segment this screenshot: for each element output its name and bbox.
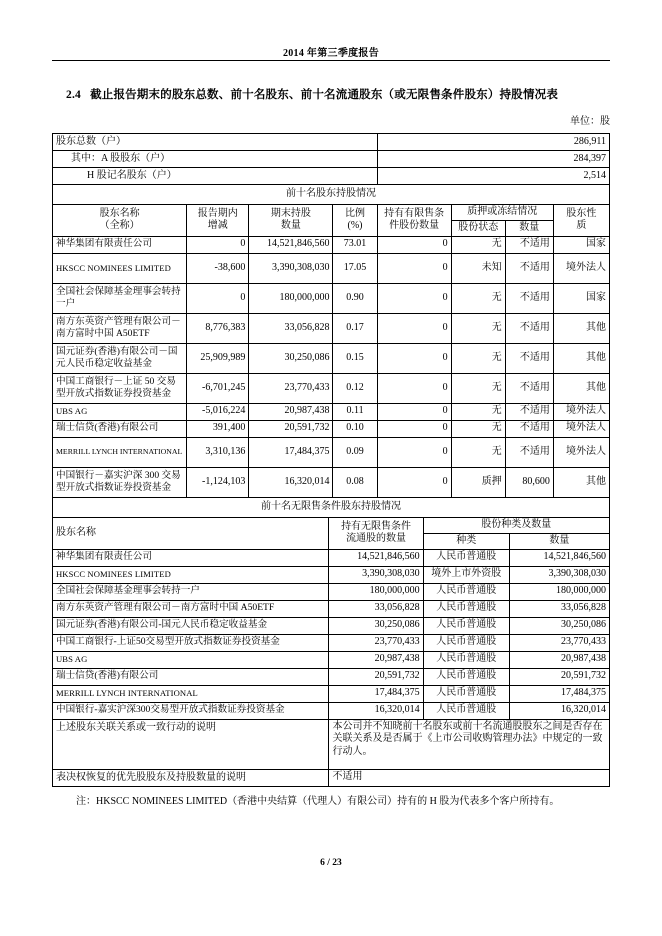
cell-restricted: 0 <box>377 437 451 467</box>
table-row <box>53 617 610 634</box>
cell-pledge-amount: 不适用 <box>505 313 553 343</box>
cell-pledge-amount: 不适用 <box>505 437 553 467</box>
unrestricted-rows <box>53 549 610 719</box>
header-unrestricted-qty <box>329 518 423 550</box>
unrestricted-band-title: 前十名无限售条件股东持股情况 <box>53 498 610 518</box>
cell-pledge-status: 无 <box>451 236 505 253</box>
cell-kind-qty: 14,521,846,560 <box>509 549 609 566</box>
cell-kind: 人民币普通股 <box>423 668 509 685</box>
cell-nature: 境外法人 <box>553 437 609 467</box>
cell-pledge-status: 无 <box>451 420 505 437</box>
shareholder-name: 神华集团有限责任公司 <box>53 549 329 566</box>
cell-holding: 33,056,828 <box>249 313 333 343</box>
header-restricted-shares <box>377 205 451 237</box>
cell-ratio: 0.09 <box>333 437 377 467</box>
cell-ratio: 17.05 <box>333 253 377 283</box>
header-end-holding <box>249 205 333 237</box>
table-row <box>53 668 610 685</box>
shareholder-name: HKSCC NOMINEES LIMITED <box>53 566 329 583</box>
statement-value: 本公司并不知晓前十名股东或前十名流通股股东之间是否存在关联关系及是否属于《上市公司收购管理办法》中规定的一致行动人。 <box>329 719 610 769</box>
page-title <box>66 86 612 102</box>
header-pledge-status: 股份状态 <box>451 220 505 236</box>
cell-restricted: 0 <box>377 467 451 497</box>
cell-holding: 30,250,086 <box>249 343 333 373</box>
table-row <box>53 313 610 343</box>
cell-holding: 20,591,732 <box>249 420 333 437</box>
table-row <box>53 566 610 583</box>
header-change-line1: 报告期内 <box>197 207 238 219</box>
cell-qty: 180,000,000 <box>329 583 423 600</box>
shareholding-table <box>52 133 610 498</box>
table-row <box>53 467 610 497</box>
statement-row <box>53 719 610 769</box>
shareholder-name: 中国工商银行-上证50交易型开放式指数证券投资基金 <box>53 634 329 651</box>
statement-label: 上述股东关联关系或一致行动的说明 <box>53 719 329 769</box>
header-ratio-line1: 比例 <box>345 207 366 219</box>
cell-change: 0 <box>187 283 249 313</box>
cell-kind: 人民币普通股 <box>423 702 509 719</box>
running-header: 2014 年第三季度报告 <box>282 48 380 59</box>
cell-holding: 3,390,308,030 <box>249 253 333 283</box>
header-shareholder-name <box>53 205 187 237</box>
cell-kind-qty: 17,484,375 <box>509 685 609 702</box>
cell-pledge-amount: 不适用 <box>505 283 553 313</box>
cell-ratio: 0.08 <box>333 467 377 497</box>
cell-pledge-status: 无 <box>451 403 505 420</box>
cell-pledge-status: 无 <box>451 313 505 343</box>
cell-pledge-amount: 不适用 <box>505 420 553 437</box>
header-qty-line2: 流通股的数量 <box>346 533 407 545</box>
header-restricted-line2: 件股份数量 <box>389 220 440 232</box>
cell-pledge-amount: 80,600 <box>505 467 553 497</box>
cell-change: -5,016,224 <box>187 403 249 420</box>
cell-kind-qty: 23,770,433 <box>509 634 609 651</box>
shareholder-name: 全国社会保障基金理事会转持一户 <box>53 583 329 600</box>
cell-change: 3,310,136 <box>187 437 249 467</box>
cell-pledge-status: 未知 <box>451 253 505 283</box>
cell-restricted: 0 <box>377 236 451 253</box>
total-shareholders-value: 286,911 <box>377 134 609 151</box>
cell-qty: 30,250,086 <box>329 617 423 634</box>
total-shareholders-label: 股东总数（户） <box>53 134 378 151</box>
cell-restricted: 0 <box>377 343 451 373</box>
header-unrestricted-name: 股东名称 <box>53 518 329 550</box>
header-nature-line2: 质 <box>576 220 587 232</box>
top10-band-title: 前十名股东持股情况 <box>53 185 610 205</box>
unrestricted-header-row-1 <box>53 518 610 534</box>
cell-restricted: 0 <box>377 253 451 283</box>
header-ratio <box>333 205 377 237</box>
cell-qty: 14,521,846,560 <box>329 549 423 566</box>
shareholder-name: 中国银行-嘉实沪深300交易型开放式指数证券投资基金 <box>53 702 329 719</box>
cell-nature: 境外法人 <box>553 253 609 283</box>
header-kind-group: 股份种类及数量 <box>423 518 609 534</box>
table-row <box>53 437 610 467</box>
cell-pledge-amount: 不适用 <box>505 373 553 403</box>
table-row <box>53 343 610 373</box>
cell-kind-qty: 20,987,438 <box>509 651 609 668</box>
cell-ratio: 0.90 <box>333 283 377 313</box>
shareholder-name: 南方东英资产管理有限公司－南方富时中国 A50ETF <box>53 313 187 343</box>
cell-qty: 20,591,732 <box>329 668 423 685</box>
h-share-shareholders-label: H 股记名股东（户） <box>53 168 378 185</box>
shareholder-name: 中国工商银行－上证 50 交易型开放式指数证券投资基金 <box>53 373 187 403</box>
cell-nature: 其他 <box>553 343 609 373</box>
cell-holding: 14,521,846,560 <box>249 236 333 253</box>
cell-change: -1,124,103 <box>187 467 249 497</box>
statement-label: 表决权恢复的优先股股东及持股数量的说明 <box>53 769 329 786</box>
cell-qty: 16,320,014 <box>329 702 423 719</box>
header-qty-line1: 持有无限售条件 <box>341 520 412 532</box>
shareholder-name: HKSCC NOMINEES LIMITED <box>53 253 187 283</box>
table-row <box>53 634 610 651</box>
cell-pledge-status: 无 <box>451 343 505 373</box>
cell-nature: 国家 <box>553 236 609 253</box>
table-row-h-shareholders <box>53 168 610 185</box>
table-row <box>53 420 610 437</box>
cell-kind-qty: 20,591,732 <box>509 668 609 685</box>
header-holding-line1: 期末持股 <box>270 207 311 219</box>
cell-change: 391,400 <box>187 420 249 437</box>
cell-ratio: 0.12 <box>333 373 377 403</box>
header-divider <box>52 60 610 61</box>
header-shareholder-nature <box>553 205 609 237</box>
cell-qty: 20,987,438 <box>329 651 423 668</box>
shareholder-name: UBS AG <box>53 651 329 668</box>
statement-rows <box>53 719 610 786</box>
cell-kind: 人民币普通股 <box>423 600 509 617</box>
section-heading-text: 截止报告期末的股东总数、前十名股东、前十名流通股东（或无限售条件股东）持股情况表 <box>90 89 559 101</box>
cell-kind: 人民币普通股 <box>423 651 509 668</box>
cell-pledge-status: 质押 <box>451 467 505 497</box>
cell-nature: 国家 <box>553 283 609 313</box>
table-row <box>53 236 610 253</box>
table-header-row-1 <box>53 205 610 221</box>
table-band-unrestricted <box>53 498 610 518</box>
shareholder-name: 国元证券(香港)有限公司－国元人民币稳定收益基金 <box>53 343 187 373</box>
cell-change: 25,909,989 <box>187 343 249 373</box>
table-band-top10 <box>53 185 610 205</box>
shareholder-name: 瑞士信贷(香港)有限公司 <box>53 420 187 437</box>
shareholder-name: 国元证券(香港)有限公司-国元人民币稳定收益基金 <box>53 617 329 634</box>
header-pledge-amount: 数量 <box>505 220 553 236</box>
shareholder-name: 中国银行－嘉实沪深 300 交易型开放式指数证券投资基金 <box>53 467 187 497</box>
cell-pledge-status: 无 <box>451 437 505 467</box>
cell-restricted: 0 <box>377 373 451 403</box>
cell-kind-qty: 33,056,828 <box>509 600 609 617</box>
cell-restricted: 0 <box>377 403 451 420</box>
cell-qty: 3,390,308,030 <box>329 566 423 583</box>
shareholder-name: UBS AG <box>53 403 187 420</box>
cell-kind-qty: 180,000,000 <box>509 583 609 600</box>
a-share-shareholders-value: 284,397 <box>377 151 609 168</box>
cell-change: 8,776,383 <box>187 313 249 343</box>
cell-ratio: 0.15 <box>333 343 377 373</box>
header-name-line2: （全称） <box>99 220 140 232</box>
cell-restricted: 0 <box>377 313 451 343</box>
table-row <box>53 283 610 313</box>
cell-nature: 其他 <box>553 373 609 403</box>
cell-kind: 境外上市外资股 <box>423 566 509 583</box>
cell-change: -6,701,245 <box>187 373 249 403</box>
cell-ratio: 73.01 <box>333 236 377 253</box>
table-row <box>53 373 610 403</box>
cell-kind: 人民币普通股 <box>423 685 509 702</box>
shareholder-name: MERRILL LYNCH INTERNATIONAL <box>53 437 187 467</box>
cell-qty: 17,484,375 <box>329 685 423 702</box>
cell-ratio: 0.17 <box>333 313 377 343</box>
table-note: 注：HKSCC NOMINEES LIMITED（香港中央结算（代理人）有限公司）持有的 H 股为代表多个客户所持有。 <box>76 796 560 807</box>
cell-kind-qty: 3,390,308,030 <box>509 566 609 583</box>
top10-rows <box>53 236 610 497</box>
shareholder-name: MERRILL LYNCH INTERNATIONAL <box>53 685 329 702</box>
cell-restricted: 0 <box>377 420 451 437</box>
cell-ratio: 0.11 <box>333 403 377 420</box>
table-row-total-shareholders <box>53 134 610 151</box>
cell-kind-qty: 30,250,086 <box>509 617 609 634</box>
cell-holding: 17,484,375 <box>249 437 333 467</box>
cell-pledge-status: 无 <box>451 283 505 313</box>
header-ratio-line2: (%) <box>347 220 363 232</box>
shareholder-name: 南方东英资产管理有限公司－南方富时中国 A50ETF <box>53 600 329 617</box>
cell-restricted: 0 <box>377 283 451 313</box>
cell-change: -38,600 <box>187 253 249 283</box>
header-holding-line2: 数量 <box>280 220 301 232</box>
page-footer: 6 / 23 <box>320 858 342 868</box>
header-name-line1: 股东名称 <box>99 207 140 219</box>
unrestricted-shareholding-table <box>52 497 610 787</box>
cell-qty: 33,056,828 <box>329 600 423 617</box>
cell-pledge-status: 无 <box>451 373 505 403</box>
cell-kind: 人民币普通股 <box>423 634 509 651</box>
table-row-a-shareholders <box>53 151 610 168</box>
cell-holding: 20,987,438 <box>249 403 333 420</box>
statement-row <box>53 769 610 786</box>
a-share-shareholders-label: 其中：A 股股东（户） <box>53 151 378 168</box>
header-restricted-line1: 持有有限售条 <box>384 207 445 219</box>
cell-nature: 其他 <box>553 467 609 497</box>
cell-change: 0 <box>187 236 249 253</box>
shareholder-name: 全国社会保障基金理事会转持一户 <box>53 283 187 313</box>
header-period-change <box>187 205 249 237</box>
cell-nature: 境外法人 <box>553 403 609 420</box>
cell-kind: 人民币普通股 <box>423 549 509 566</box>
table-row <box>53 403 610 420</box>
cell-pledge-amount: 不适用 <box>505 253 553 283</box>
header-share-kind-qty: 数量 <box>509 533 609 549</box>
table-row <box>53 651 610 668</box>
header-share-kind: 种类 <box>423 533 509 549</box>
cell-qty: 23,770,433 <box>329 634 423 651</box>
cell-pledge-amount: 不适用 <box>505 403 553 420</box>
header-change-line2: 增减 <box>207 220 228 232</box>
cell-nature: 其他 <box>553 313 609 343</box>
cell-kind: 人民币普通股 <box>423 617 509 634</box>
table-row <box>53 702 610 719</box>
statement-value: 不适用 <box>329 769 610 786</box>
cell-holding: 180,000,000 <box>249 283 333 313</box>
header-pledge-group: 质押或冻结情况 <box>451 205 553 221</box>
shareholder-name: 瑞士信贷(香港)有限公司 <box>53 668 329 685</box>
cell-pledge-amount: 不适用 <box>505 236 553 253</box>
table-row <box>53 253 610 283</box>
cell-nature: 境外法人 <box>553 420 609 437</box>
h-share-shareholders-value: 2,514 <box>377 168 609 185</box>
header-nature-line1: 股东性 <box>566 207 597 219</box>
cell-holding: 23,770,433 <box>249 373 333 403</box>
cell-holding: 16,320,014 <box>249 467 333 497</box>
table-row <box>53 583 610 600</box>
section-number: 2.4 <box>66 89 81 101</box>
cell-ratio: 0.10 <box>333 420 377 437</box>
table-row <box>53 685 610 702</box>
shareholder-name: 神华集团有限责任公司 <box>53 236 187 253</box>
unit-label: 单位：股 <box>570 116 610 127</box>
table-row <box>53 600 610 617</box>
cell-kind: 人民币普通股 <box>423 583 509 600</box>
cell-kind-qty: 16,320,014 <box>509 702 609 719</box>
table-row <box>53 549 610 566</box>
cell-pledge-amount: 不适用 <box>505 343 553 373</box>
